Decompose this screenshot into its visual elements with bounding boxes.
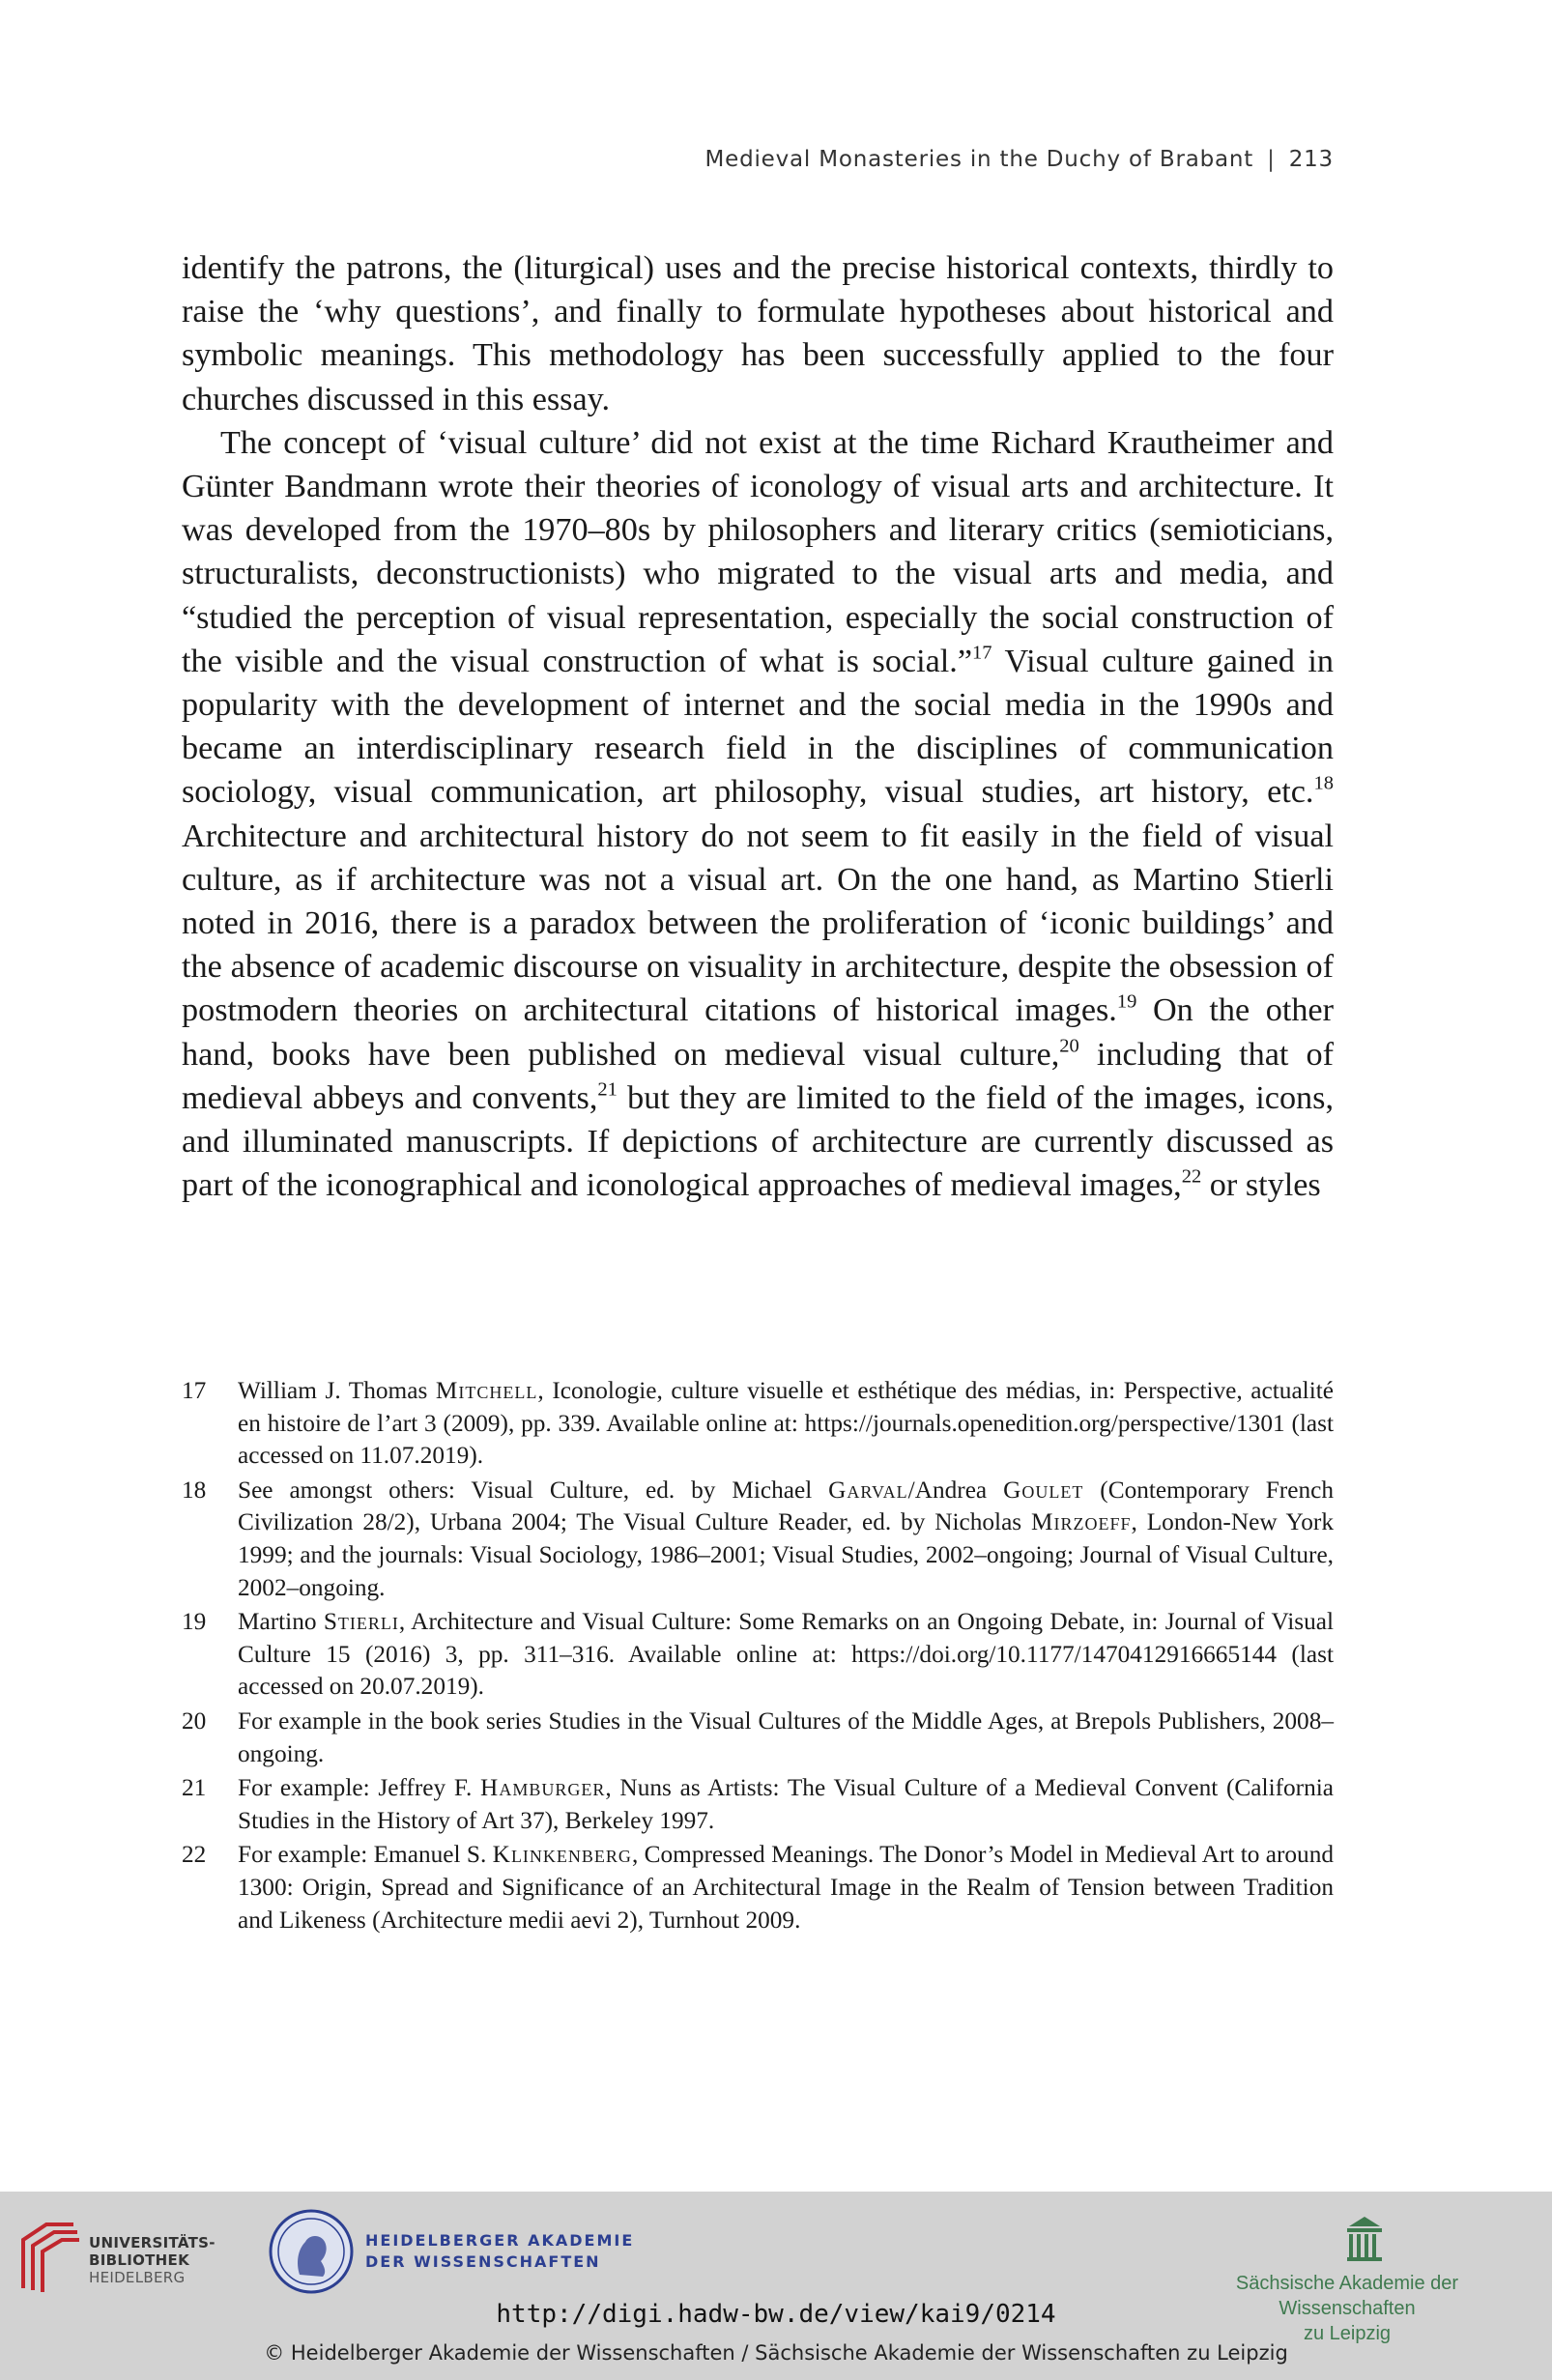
main-text: [182, 246, 1334, 1207]
copyright-notice: © Heidelberger Akademie der Wissenschaften / Sächsische Akademie der Wissenschaften zu Leipzig: [264, 2341, 1288, 2365]
footnote-ref-20[interactable]: 20: [1059, 1035, 1079, 1057]
footnote-ref-21[interactable]: 21: [597, 1078, 618, 1101]
footnote-number: 22: [182, 1841, 207, 1869]
hadw-line-1: HEIDELBERGER AKADEMIE: [365, 2231, 635, 2250]
footnote-number: 19: [182, 1608, 207, 1636]
academy-seal-icon: [267, 2207, 356, 2296]
footnote-ref-18[interactable]: 18: [1313, 773, 1334, 795]
author-name: Klinkenberg: [492, 1841, 632, 1869]
author-name: Mitchell: [435, 1377, 538, 1404]
footnote-ref-22[interactable]: 22: [1181, 1165, 1202, 1188]
ub-line-2: BIBLIOTHEK: [89, 2251, 189, 2269]
author-name: Goulet: [1003, 1476, 1084, 1504]
footnote-text: , London-New York 1999; and the journals: Visual Sociology, 1986–2001; Visual Studies, 2002–ongoing; Journal of Visual Culture, 2002–ongoing.: [238, 1508, 1335, 1601]
ub-line-1: UNIVERSITÄTS-: [89, 2234, 216, 2251]
running-head: [182, 147, 1334, 172]
digitization-banner: [0, 2192, 1552, 2380]
footnote-number: 17: [182, 1377, 207, 1404]
header-separator: |: [1267, 147, 1276, 172]
footnote-text: , Compressed Meanings. The Donor’s Model in Medieval Art to around 1300: Origin, Spread and Significance of an Architectural Image in the Realm of Tension between Tradition and Likeness (Architecture medii aevi 2), Turnhout 2009.: [238, 1841, 1334, 1934]
text-run: On the other hand, books have been published on medieval visual culture,: [182, 992, 1334, 1073]
footnote-17: [182, 1375, 1334, 1473]
saxon-line-1: Sächsische Akademie der Wissenschaften: [1235, 2273, 1459, 2319]
footnotes: [182, 1375, 1334, 1938]
footnote-number: 21: [182, 1774, 207, 1802]
paragraph-2: [182, 421, 1334, 1208]
text-run: The concept of ‘visual culture’ did not exist at the time Richard Krautheimer and Günter Bandmann wrote their theories of iconology of visual arts and architecture. It was developed from the 1970–80s by philosophers and literary critics (semioticians, structuralists, deconstructionists) who migrated to the visual arts and media, and “studied the perception of visual representation, especially the social construction of the visible and the visual construction of what is social.”: [182, 424, 1334, 679]
saxon-academy-logo-icon: [1345, 2215, 1384, 2263]
university-library-logo-icon: [17, 2213, 81, 2298]
footnote-text: , Architecture and Visual Culture: Some Remarks on an Ongoing Debate, in: Journal of Visual Culture 15 (2016) 3, pp. 311–316. Available online at: https://doi.​org/10.1177/1470412916665144 (last accessed on 20.07.2019).: [238, 1608, 1335, 1701]
footnote-number: 18: [182, 1476, 207, 1504]
footnote-text: See amongst others: Visual Culture, ed. by Michael: [238, 1476, 829, 1504]
text-run: Architecture and architectural history do not seem to fit easily in the field of visual culture, as if architecture was not a visual art. On the one hand, as Martino Stierli noted in 2016, there is a paradox between the proliferation of ‘iconic buildings’ and the absence of academic discourse on visuality in architecture, despite the obsession of postmodern theories on architectural citations of historical images.: [182, 817, 1334, 1029]
permalink-url[interactable]: http://digi.hadw-bw.de/view/kai9/0214: [496, 2300, 1056, 2329]
footnote-20: [182, 1706, 1334, 1770]
footnote-ref-19[interactable]: 19: [1116, 991, 1137, 1014]
text-run: Visual culture gained in popularity with the development of internet and the social media in the 1990s and became an interdisciplinary research field in the disciplines of communication sociology, visual communication, art philosophy, visual studies, art history, etc.: [182, 643, 1334, 811]
footnote-text: Martino: [238, 1608, 324, 1636]
ub-line-3: HEIDELBERG: [89, 2269, 186, 2286]
footnote-18: [182, 1475, 1334, 1604]
paragraph-1: identify the patrons, the (liturgical) uses and the precise historical contexts, thirdly to raise the ‘why questions’, and finally to formulate hypotheses about historical and symbolic meanings. This methodology has been successfully applied to the four churches discussed in this essay.: [182, 250, 1334, 417]
hadw-line-2: DER WISSENSCHAFTEN: [365, 2252, 601, 2271]
heidelberg-academy-name: [365, 2230, 634, 2273]
text-run: or styles: [1201, 1167, 1321, 1204]
footnote-text: , Nuns as Artists: The Visual Culture of a Medieval Convent (California Studies in the History of Art 37), Berkeley 1997.: [238, 1774, 1334, 1834]
saxon-line-2: zu Leipzig: [1303, 2323, 1392, 2344]
author-name: Stierli: [323, 1608, 399, 1636]
footnote-text: /Andrea: [907, 1476, 1004, 1504]
footnote-number: 20: [182, 1706, 207, 1735]
footnote-text: For example: Jeffrey F.: [238, 1774, 481, 1802]
footnote-text: For example in the book series Studies in the Visual Cultures of the Middle Ages, at Brepols Publishers, 2008–ongoing.: [238, 1706, 1334, 1767]
footnote-19: [182, 1606, 1334, 1704]
author-name: Hamburger: [480, 1774, 606, 1802]
footnote-text: For example: Emanuel S.: [238, 1841, 493, 1869]
footnote-text: William J. Thomas: [238, 1377, 436, 1404]
text-run: but they are limited to the field of the images, icons, and illuminated manuscripts. If depictions of architecture are currently discussed as part of the iconographical and iconological approaches of medieval images,: [182, 1079, 1335, 1204]
text-run: including that of medieval abbeys and convents,: [182, 1036, 1334, 1116]
footnote-ref-17[interactable]: 17: [972, 642, 992, 664]
author-name: Mirzoeff: [1031, 1508, 1132, 1536]
running-title: Medieval Monasteries in the Duchy of Brabant: [704, 147, 1254, 172]
footnote-text: , Iconologie, culture visuelle et esthétique des médias, in: Perspective, actualité en histoire de l’art 3 (2009), pp. 339. Available online at: https://journals.​openedition.org/perspective/1301 (last accessed on 11.07.2019).: [238, 1377, 1334, 1470]
footnote-21: [182, 1772, 1334, 1837]
page-number: 213: [1288, 147, 1334, 172]
author-name: Garval: [828, 1476, 908, 1504]
footnote-text: (Contemporary French Civilization 28/2), Urbana 2004; The Visual Culture Reader, ed. by Nicholas: [238, 1476, 1334, 1536]
university-library-name: [89, 2234, 216, 2286]
footnote-22: [182, 1839, 1334, 1936]
